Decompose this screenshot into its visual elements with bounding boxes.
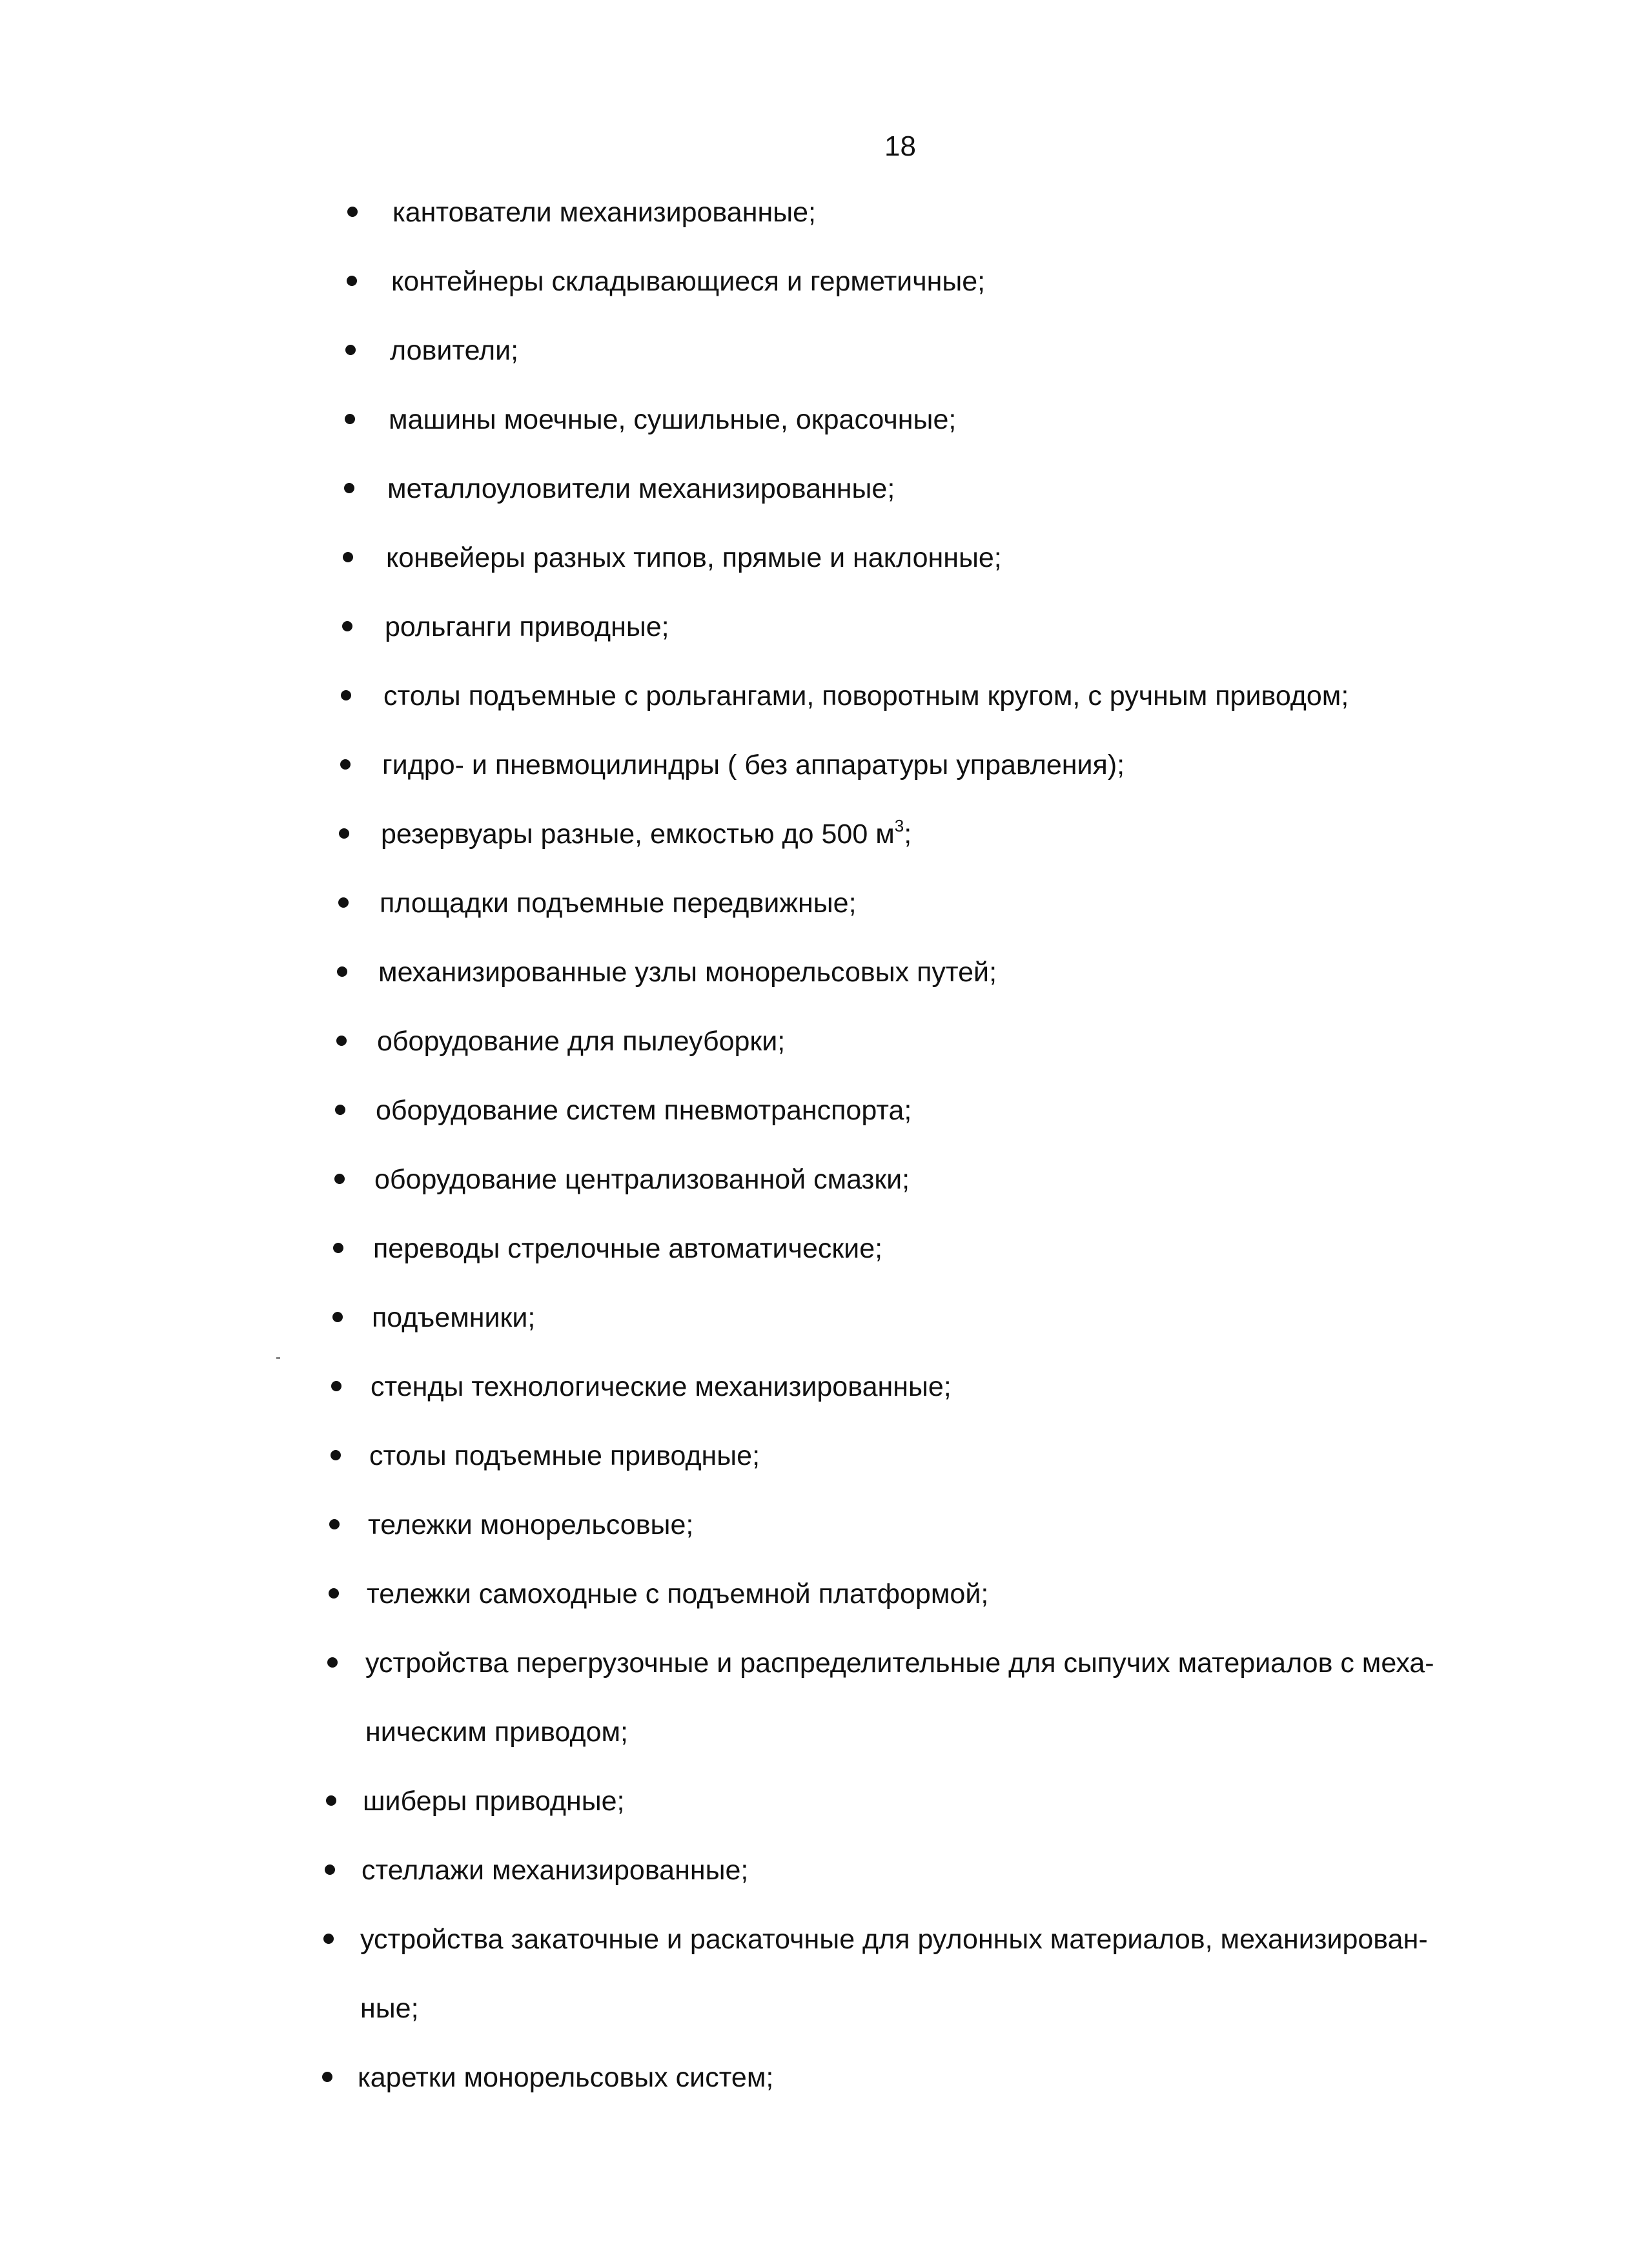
page-number: 18 [884,130,916,162]
bullet-icon [335,1105,345,1115]
list-item-text-suffix: ; [904,819,912,850]
bullet-icon [341,690,351,700]
bullet-icon [336,1036,347,1046]
bullet-icon [329,1588,339,1599]
bullet-icon [343,552,353,562]
bullet-icon [345,345,356,355]
bullet-icon [337,966,347,977]
list-item-text: контейнеры складывающиеся и герметичные; [391,266,986,297]
list-item-text: оборудование систем пневмотранспорта; [376,1095,912,1126]
list-item-text: площадки подъемные передвижные; [380,888,857,919]
list-item-text [381,816,912,850]
bullet-icon [334,1174,345,1184]
list-item-text: машины моечные, сушильные, окрасочные; [389,404,957,435]
bullet-icon [347,276,357,286]
bullet-icon [338,897,349,908]
list-item-text: оборудование централизованной смазки; [374,1164,910,1195]
bullet-icon [323,1934,334,1944]
list-item-text: стенды технологические механизированные; [371,1371,952,1402]
list-item-text: рольганги приводные; [385,611,669,642]
list-item-text: конвейеры разных типов, прямые и наклонные; [386,542,1002,573]
list-item-text: устройства перегрузочные и распределительные для сыпучих материалов с меха- [365,1648,1434,1679]
list-item-text: подъемники; [372,1302,536,1333]
list-item-text: тележки монорельсовые; [368,1509,694,1540]
list-item-text: гидро- и пневмоцилиндры ( без аппаратуры управления); [382,750,1125,781]
list-item-text: переводы стрелочные автоматические; [373,1233,883,1264]
bullet-icon [326,1795,336,1806]
superscript: 3 [894,816,904,835]
bullet-icon [322,2072,332,2082]
bullet-icon [344,483,354,493]
bullet-icon [340,759,351,770]
bullet-icon [333,1243,343,1253]
bullet-icon [339,828,349,839]
bullet-icon [331,1450,341,1460]
list-item-continuation: ные; [360,1993,419,2024]
list-item-text: металлоуловители механизированные; [387,473,895,504]
bullet-icon [329,1519,340,1529]
list-item-text: устройства закаточные и раскаточные для рулонных материалов, механизирован- [360,1924,1428,1955]
bullet-icon [325,1864,335,1875]
list-item-text: оборудование для пылеуборки; [377,1026,786,1057]
bullet-icon [331,1381,341,1391]
list-item-text: столы подъемные приводные; [369,1440,760,1471]
bullet-icon [347,207,358,217]
list-item-text: тележки самоходные с подъемной платформой; [367,1578,989,1609]
list-item-text: механизированные узлы монорельсовых путей; [378,957,997,988]
bullet-icon [345,414,355,424]
list-item-text: шиберы приводные; [363,1786,625,1817]
list-item-text: кантователи механизированные; [392,197,816,228]
bullet-icon [332,1312,343,1322]
list-item-continuation: ническим приводом; [365,1717,628,1748]
list-item-text: ловители; [390,335,519,366]
list-item-text: столы подъемные с рольгангами, поворотным кругом, с ручным приводом; [383,680,1349,711]
bullet-icon [327,1657,338,1668]
list-item-text-main: резервуары разные, емкостью до 500 м [381,819,895,850]
list-item-text: стеллажи механизированные; [362,1855,749,1886]
list-item-text: каретки монорельсовых систем; [358,2062,774,2093]
bullet-icon [342,621,352,631]
